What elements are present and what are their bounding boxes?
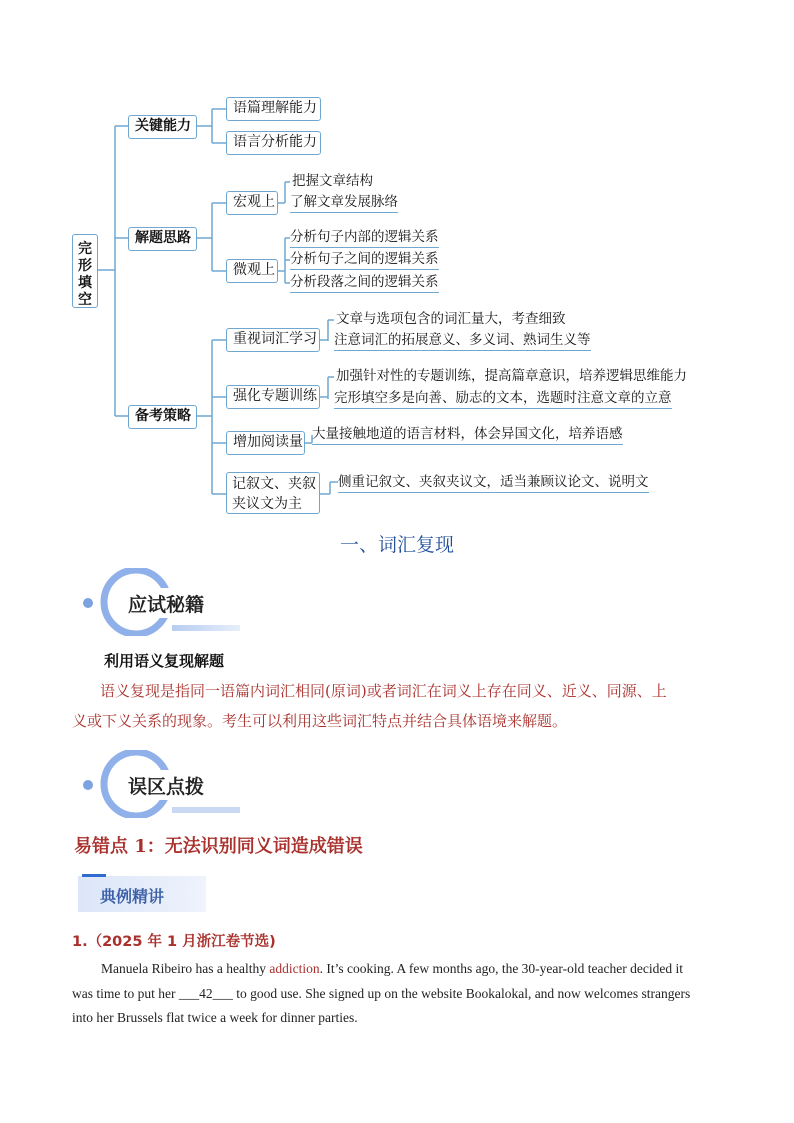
node-macro: [226, 191, 278, 215]
node-topic-training: [226, 385, 320, 409]
passage-line-1: [101, 957, 683, 981]
example-tag-label: 典例精讲: [100, 887, 165, 906]
example-tag-bar: [82, 874, 106, 877]
branch-label: 解题思路: [135, 230, 191, 246]
node-label: 增加阅读量: [233, 434, 303, 450]
paragraph-line-1: 语义复现是指同一语篇内词汇相同(原词)或者词汇在词义上存在同义、近义、同源、上: [100, 682, 667, 700]
banner-exam-tips-label: 应试秘籍: [128, 594, 205, 616]
banner-pitfalls-label: 误区点拨: [128, 776, 205, 798]
passage-line-2: was time to put her ___42___ to good use. She signed up on the website Bookalokal, and now welcomes strangers: [72, 986, 691, 1001]
passage-line-3: into her Brussels flat twice a week for dinner parties.: [72, 1010, 358, 1025]
leaf-text: 分析句子内部的逻辑关系: [290, 229, 439, 245]
node-label: 语篇理解能力: [233, 100, 317, 116]
leaf-between-paragraphs: [290, 273, 439, 293]
leaf-text: 文章与选项包含的词汇量大，考查细致: [336, 311, 566, 327]
banner-exam-tips: [76, 568, 246, 636]
sub-title: 利用语义复现解题: [104, 652, 225, 670]
node-language-analysis: [226, 131, 321, 155]
leaf-text: 侧重记叙文、夹叙夹议文，适当兼顾议论文、说明文: [338, 474, 649, 490]
node-reading: [226, 431, 305, 455]
leaf-development: [290, 193, 398, 213]
mindmap-root: [72, 234, 98, 308]
leaf-text: 大量接触地道的语言材料，体会异国文化，培养语感: [312, 426, 623, 442]
branch-label: 备考策略: [135, 408, 191, 424]
leaf-text: 完形填空多是向善、励志的文本，选题时注意文章的立意: [334, 390, 672, 406]
leaf-sentence-internal: [290, 228, 439, 248]
leaf-text: 注意词汇的拓展意义、多义词、熟词生义等: [334, 332, 591, 348]
node-label-line1: 记叙文、夹叙: [232, 476, 316, 492]
mindmap-root-label: 完形填空: [78, 241, 92, 308]
paragraph-line-2: 义或下义关系的现象。考生可以利用这些词汇特点并结合具体语境来解题。: [72, 712, 568, 730]
example-tag: [78, 876, 206, 912]
error-point-heading: 易错点 1：无法识别同义词造成错误: [74, 836, 363, 857]
banner-pitfalls: [76, 750, 246, 818]
branch-key-ability: [128, 115, 197, 139]
node-label: 重视词汇学习: [233, 331, 317, 347]
branch-solving-approach: [128, 227, 197, 251]
node-label-line2: 夹议文为主: [232, 496, 302, 512]
leaf-between-sentences: [290, 250, 439, 270]
branch-preparation: [128, 405, 197, 429]
node-label: 语言分析能力: [233, 134, 317, 150]
leaf-text: 把握文章结构: [292, 173, 373, 189]
node-label: 微观上: [233, 262, 275, 278]
node-label: 强化专题训练: [233, 388, 317, 404]
node-narrative-focus: [226, 472, 320, 514]
question-title: 1.（2025 年 1 月浙江卷节选): [72, 934, 276, 950]
branch-label: 关键能力: [135, 118, 191, 134]
leaf-vocab-2: [334, 331, 591, 351]
leaf-text: 加强针对性的专题训练，提高篇章意识，培养逻辑思维能力: [336, 368, 687, 384]
keyword-addiction: addiction: [269, 961, 320, 976]
leaf-text: 分析段落之间的逻辑关系: [290, 274, 439, 290]
node-label: 宏观上: [233, 194, 275, 210]
leaf-training-1: [336, 367, 687, 385]
leaf-grasp-structure: [292, 172, 373, 190]
leaf-reading-1: [312, 425, 623, 445]
leaf-text: 分析句子之间的逻辑关系: [290, 251, 439, 267]
leaf-vocab-1: [336, 310, 566, 328]
passage-text: . It’s cooking. A few months ago, the 30-year-old teacher decided it: [319, 961, 683, 976]
leaf-text: 了解文章发展脉络: [290, 194, 398, 210]
node-discourse-comprehension: [226, 97, 321, 121]
node-micro: [226, 259, 278, 283]
section-title: 一、词汇复现: [340, 534, 455, 556]
passage-text: Manuela Ribeiro has a healthy: [101, 961, 270, 976]
leaf-training-2: [334, 389, 672, 409]
node-vocabulary: [226, 328, 320, 352]
leaf-narrative-1: [338, 473, 649, 493]
